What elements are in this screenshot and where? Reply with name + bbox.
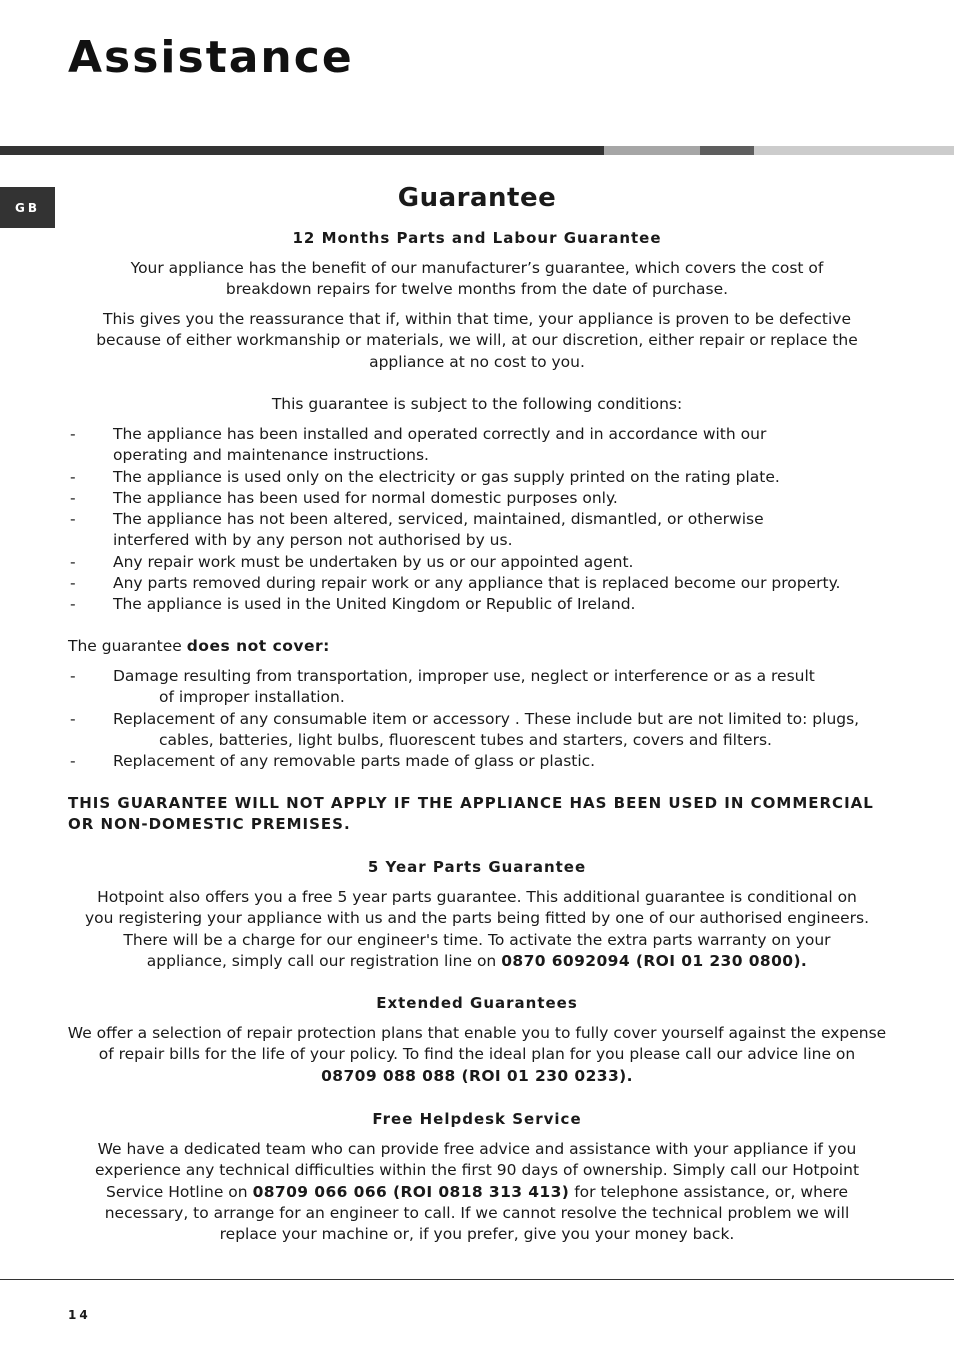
extended-subhead: Extended Guarantees [376, 994, 578, 1012]
text-line: necessary, to arrange for an engineer to call. If we cannot resolve the technical problem we will [104, 1203, 850, 1222]
dash-bullet: - [70, 667, 76, 685]
dash-bullet: - [70, 552, 76, 571]
item-text: Any repair work must be undertaken by us or our appointed agent. [113, 552, 634, 571]
header-bar-pale [754, 146, 954, 155]
item-text: Damage resulting from transportation, improper use, neglect or interference or as a result [113, 667, 815, 685]
dash-bullet: - [70, 595, 76, 614]
commercial-use-warning [68, 793, 898, 835]
reassurance-paragraph [60, 309, 894, 373]
advice-phone: 08709 088 088 (ROI 01 230 0233). [321, 1066, 633, 1085]
extended-paragraph [40, 1023, 914, 1087]
dash-bullet: - [70, 752, 76, 771]
hotline-phone: 08709 066 066 (ROI 0818 313 413) [252, 1182, 570, 1201]
not-cover-prefix: The guarantee [68, 637, 182, 655]
text-span: Service Hotline on [105, 1182, 248, 1201]
dash-bullet: - [70, 488, 76, 507]
text-span: for telephone assistance, or, where [574, 1182, 849, 1201]
text-line: because of either workmanship or materials, we will, at our discretion, either repair or replace the [96, 331, 858, 350]
five-year-paragraph [60, 887, 894, 972]
language-tab: GB [0, 187, 55, 228]
five-year-subhead: 5 Year Parts Guarantee [367, 858, 587, 876]
dash-bullet: - [70, 709, 76, 728]
list-item [68, 666, 888, 709]
text-span: appliance, simply call our registration line on [146, 951, 497, 970]
conditions-intro: This guarantee is subject to the following conditions: [271, 395, 683, 413]
helpdesk-paragraph [60, 1139, 894, 1245]
item-text: The appliance has not been altered, serviced, maintained, dismantled, or otherwise [113, 510, 764, 529]
item-text: of improper installation. [159, 688, 345, 707]
conditions-list [68, 424, 888, 616]
footer-rule [0, 1279, 954, 1280]
text-line [60, 1182, 894, 1203]
text-line: of repair bills for the life of your policy. To find the ideal plan for you please call our advice line on [98, 1045, 856, 1064]
header-bar-mid [700, 146, 754, 155]
exclusions-list [68, 666, 888, 772]
dash-bullet: - [70, 510, 76, 529]
text-line: THIS GUARANTEE WILL NOT APPLY IF THE APPLIANCE HAS BEEN USED IN COMMERCIAL [68, 794, 874, 812]
intro-paragraph [60, 258, 894, 301]
page-title: Assistance [68, 32, 354, 83]
list-item [68, 751, 888, 772]
text-line: We offer a selection of repair protection plans that enable you to fully cover yourself against the expense [67, 1024, 887, 1042]
item-text: Any parts removed during repair work or any appliance that is replaced become our property. [113, 574, 841, 593]
twelve-month-subhead: 12 Months Parts and Labour Guarantee [292, 229, 662, 247]
item-text: The appliance is used only on the electricity or gas supply printed on the rating plate. [113, 467, 780, 486]
list-item [68, 573, 888, 594]
list-item [68, 552, 888, 573]
list-item [68, 467, 888, 488]
item-text: The appliance has been installed and operated correctly and in accordance with our [113, 425, 767, 443]
guarantee-heading: Guarantee [397, 183, 557, 213]
dash-bullet: - [70, 574, 76, 593]
dash-bullet: - [70, 467, 76, 486]
text-line: Your appliance has the benefit of our manufacturer’s guarantee, which covers the cost of [130, 259, 824, 277]
text-line: replace your machine or, if you prefer, give you your money back. [219, 1225, 735, 1244]
helpdesk-subhead: Free Helpdesk Service [372, 1110, 582, 1128]
list-item [68, 709, 888, 752]
text-line: We have a dedicated team who can provide free advice and assistance with your appliance if you [97, 1140, 857, 1158]
text-line: breakdown repairs for twelve months from the date of purchase. [225, 280, 729, 299]
list-item [68, 488, 888, 509]
text-line: Hotpoint also offers you a free 5 year parts guarantee. This additional guarantee is conditional on [97, 888, 857, 906]
text-line: There will be a charge for our engineer's time. To activate the extra parts warranty on your [123, 930, 831, 949]
item-text: operating and maintenance instructions. [113, 446, 429, 465]
item-text: Replacement of any removable parts made of glass or plastic. [113, 752, 596, 771]
text-line: experience any technical difficulties within the first 90 days of ownership. Simply call our Hotpoint [94, 1161, 860, 1180]
not-cover-line [68, 636, 330, 657]
dash-bullet: - [70, 425, 76, 443]
item-text: The appliance is used in the United Kingdom or Republic of Ireland. [113, 595, 636, 614]
item-text: The appliance has been used for normal domestic purposes only. [113, 488, 618, 507]
header-bar-light [604, 146, 700, 155]
text-line: OR NON-DOMESTIC PREMISES. [68, 815, 351, 833]
text-line: you registering your appliance with us and the parts being fitted by one of our authorised engineers. [84, 909, 870, 928]
item-text: Replacement of any consumable item or accessory . These include but are not limited to: plugs, [113, 709, 860, 728]
list-item [68, 509, 888, 552]
header-bar-dark [0, 146, 604, 155]
text-line [60, 951, 894, 972]
text-line: appliance at no cost to you. [369, 352, 585, 371]
list-item [68, 424, 888, 467]
not-cover-bold: does not cover: [186, 637, 330, 655]
item-text: cables, batteries, light bulbs, fluorescent tubes and starters, covers and filters. [159, 730, 772, 749]
list-item [68, 594, 888, 615]
page-number: 14 [68, 1308, 91, 1322]
item-text: interfered with by any person not authorised by us. [113, 531, 513, 550]
text-line: This gives you the reassurance that if, within that time, your appliance is proven to be defective [103, 310, 851, 328]
registration-phone: 0870 6092094 (ROI 01 230 0800). [501, 951, 808, 970]
